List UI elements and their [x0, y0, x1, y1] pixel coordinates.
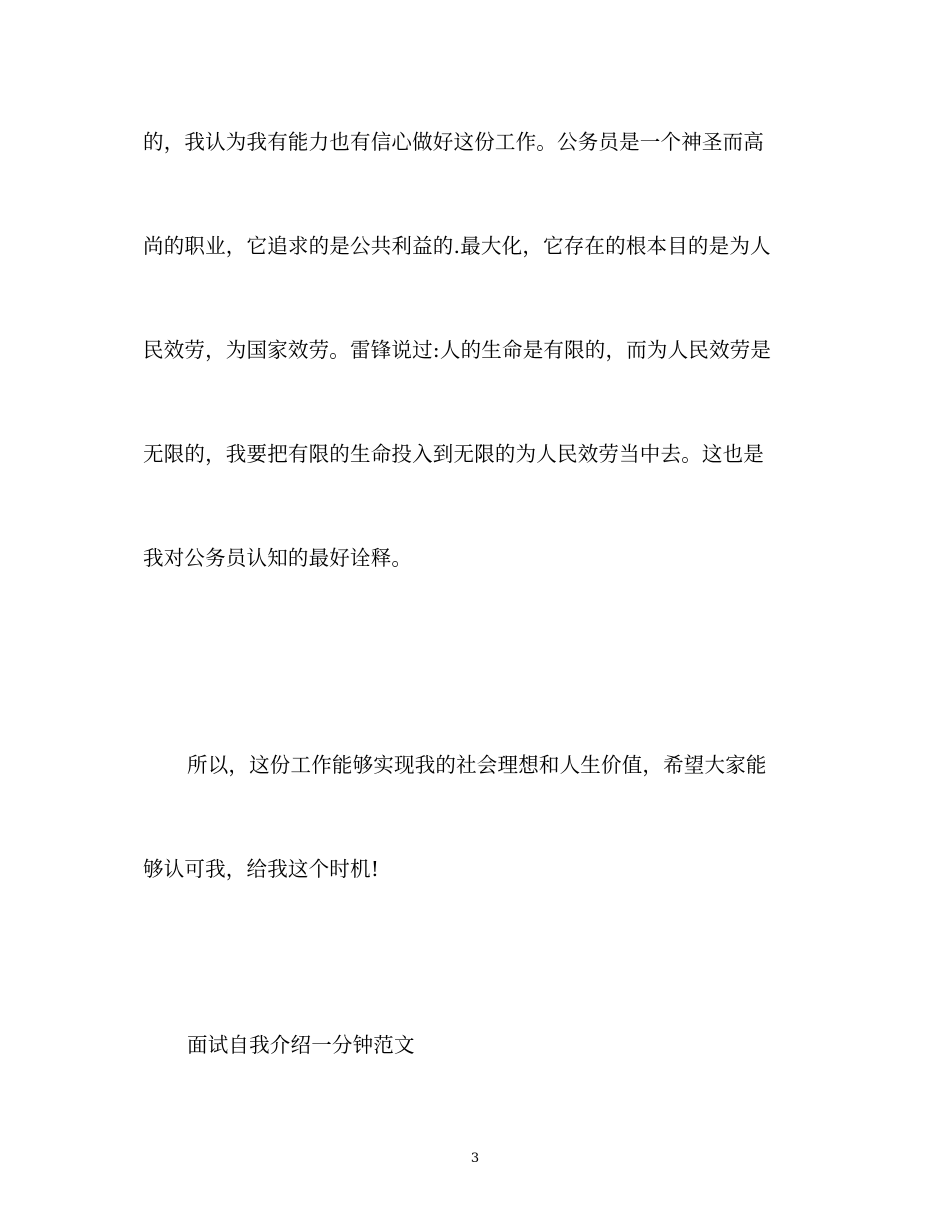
page-number: 3: [470, 1151, 480, 1166]
paragraph-2-line-1: 所以，这份工作能够实现我的社会理想和人生价值，希望大家能: [187, 753, 767, 777]
section-heading: 面试自我介绍一分钟范文: [187, 1033, 415, 1057]
paragraph-1-line-5: 我对公务员认知的最好诠释。: [143, 546, 413, 570]
paragraph-1-line-4: 无限的，我要把有限的生命投入到无限的为人民效劳当中去。这也是: [143, 442, 764, 466]
paragraph-1-line-3: 民效劳，为国家效劳。雷锋说过:人的生命是有限的，而为人民效劳是: [143, 338, 772, 362]
paragraph-2-line-2: 够认可我，给我这个时机!: [143, 857, 380, 881]
paragraph-1-line-2: 尚的职业，它追求的是公共利益的.最大化，它存在的根本目的是为人: [143, 234, 771, 258]
paragraph-1-line-1: 的，我认为我有能力也有信心做好这份工作。公务员是一个神圣而高: [143, 130, 764, 154]
